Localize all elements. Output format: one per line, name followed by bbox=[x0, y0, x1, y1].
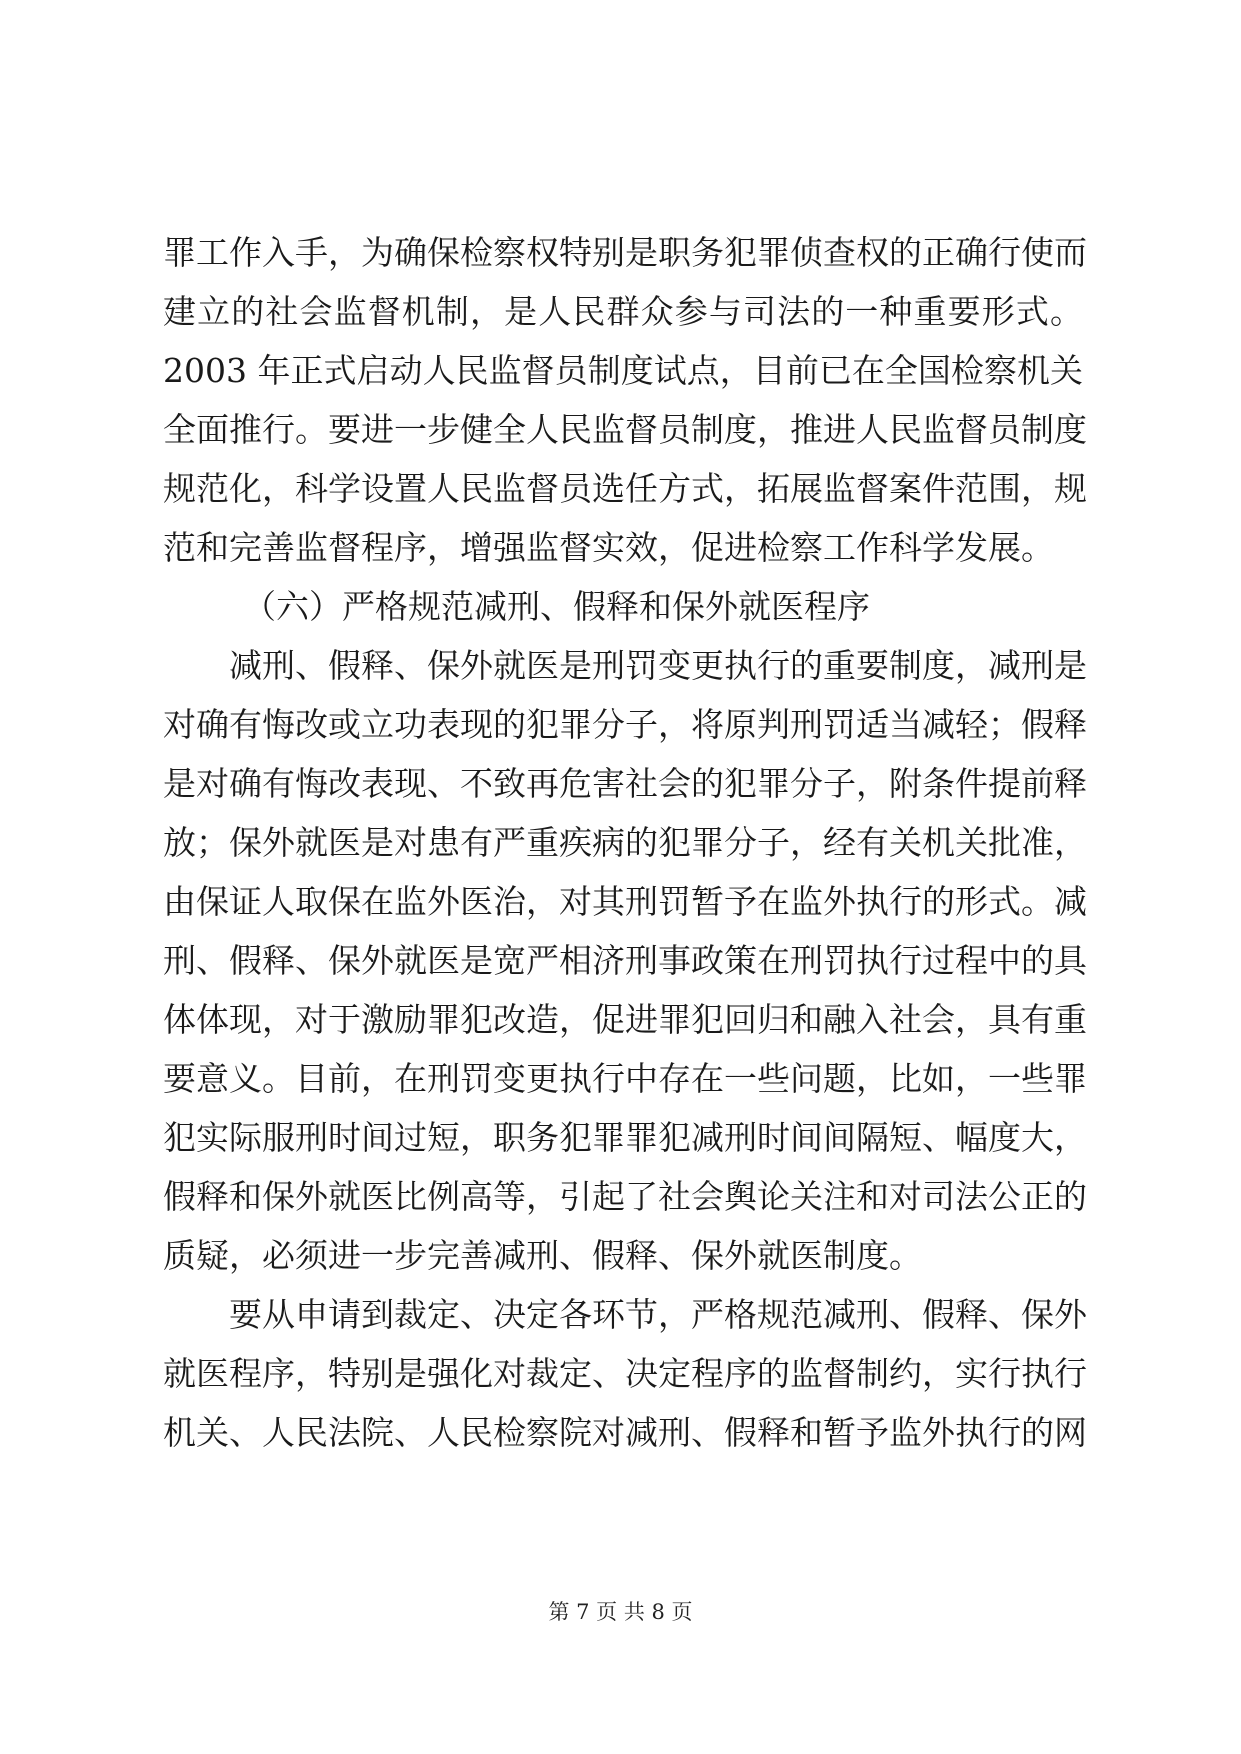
text-line: 犯实际服刑时间过短，职务犯罪罪犯减刑时间间隔短、幅度大， bbox=[163, 1118, 1087, 1157]
text-line: 由保证人取保在监外医治，对其刑罚暂予在监外执行的形式。减 bbox=[163, 882, 1087, 921]
page-number: 第 7 页 共 8 页 bbox=[548, 1600, 693, 1624]
text-line: 要意义。目前，在刑罚变更执行中存在一些问题，比如，一些罪 bbox=[163, 1059, 1087, 1098]
text-line: 减刑、假释、保外就医是刑罚变更执行的重要制度，减刑是 bbox=[229, 646, 1087, 685]
text-line: 范和完善监督程序，增强监督实效，促进检察工作科学发展。 bbox=[163, 528, 1054, 567]
text-line: 就医程序，特别是强化对裁定、决定程序的监督制约，实行执行 bbox=[163, 1354, 1087, 1393]
section-heading: （六）严格规范减刑、假释和保外就医程序 bbox=[243, 587, 870, 626]
text-line: 质疑，必须进一步完善减刑、假释、保外就医制度。 bbox=[163, 1236, 922, 1275]
text-line: 罪工作入手，为确保检察权特别是职务犯罪侦查权的正确行使而 bbox=[163, 233, 1087, 272]
text-line: 对确有悔改或立功表现的犯罪分子，将原判刑罚适当减轻；假释 bbox=[163, 705, 1087, 744]
text-line: 机关、人民法院、人民检察院对减刑、假释和暂予监外执行的网 bbox=[163, 1413, 1087, 1452]
text-line: 体体现，对于激励罪犯改造，促进罪犯回归和融入社会，具有重 bbox=[163, 1000, 1087, 1039]
text-line: 建立的社会监督机制，是人民群众参与司法的一种重要形式。 bbox=[163, 292, 1083, 331]
body-text bbox=[163, 223, 1087, 1462]
text-line: 规范化，科学设置人民监督员选任方式，拓展监督案件范围，规 bbox=[163, 469, 1087, 508]
text-line: 刑、假释、保外就医是宽严相济刑事政策在刑罚执行过程中的具 bbox=[163, 941, 1087, 980]
text-line: 2003 年正式启动人民监督员制度试点，目前已在全国检察机关 bbox=[163, 351, 1083, 390]
text-line: 放；保外就医是对患有严重疾病的犯罪分子，经有关机关批准， bbox=[163, 823, 1087, 862]
text-line: 假释和保外就医比例高等，引起了社会舆论关注和对司法公正的 bbox=[163, 1177, 1087, 1216]
text-line: 是对确有悔改表现、不致再危害社会的犯罪分子，附条件提前释 bbox=[163, 764, 1087, 803]
text-line: 全面推行。要进一步健全人民监督员制度，推进人民监督员制度 bbox=[163, 410, 1087, 449]
text-line: 要从申请到裁定、决定各环节，严格规范减刑、假释、保外 bbox=[229, 1295, 1087, 1334]
